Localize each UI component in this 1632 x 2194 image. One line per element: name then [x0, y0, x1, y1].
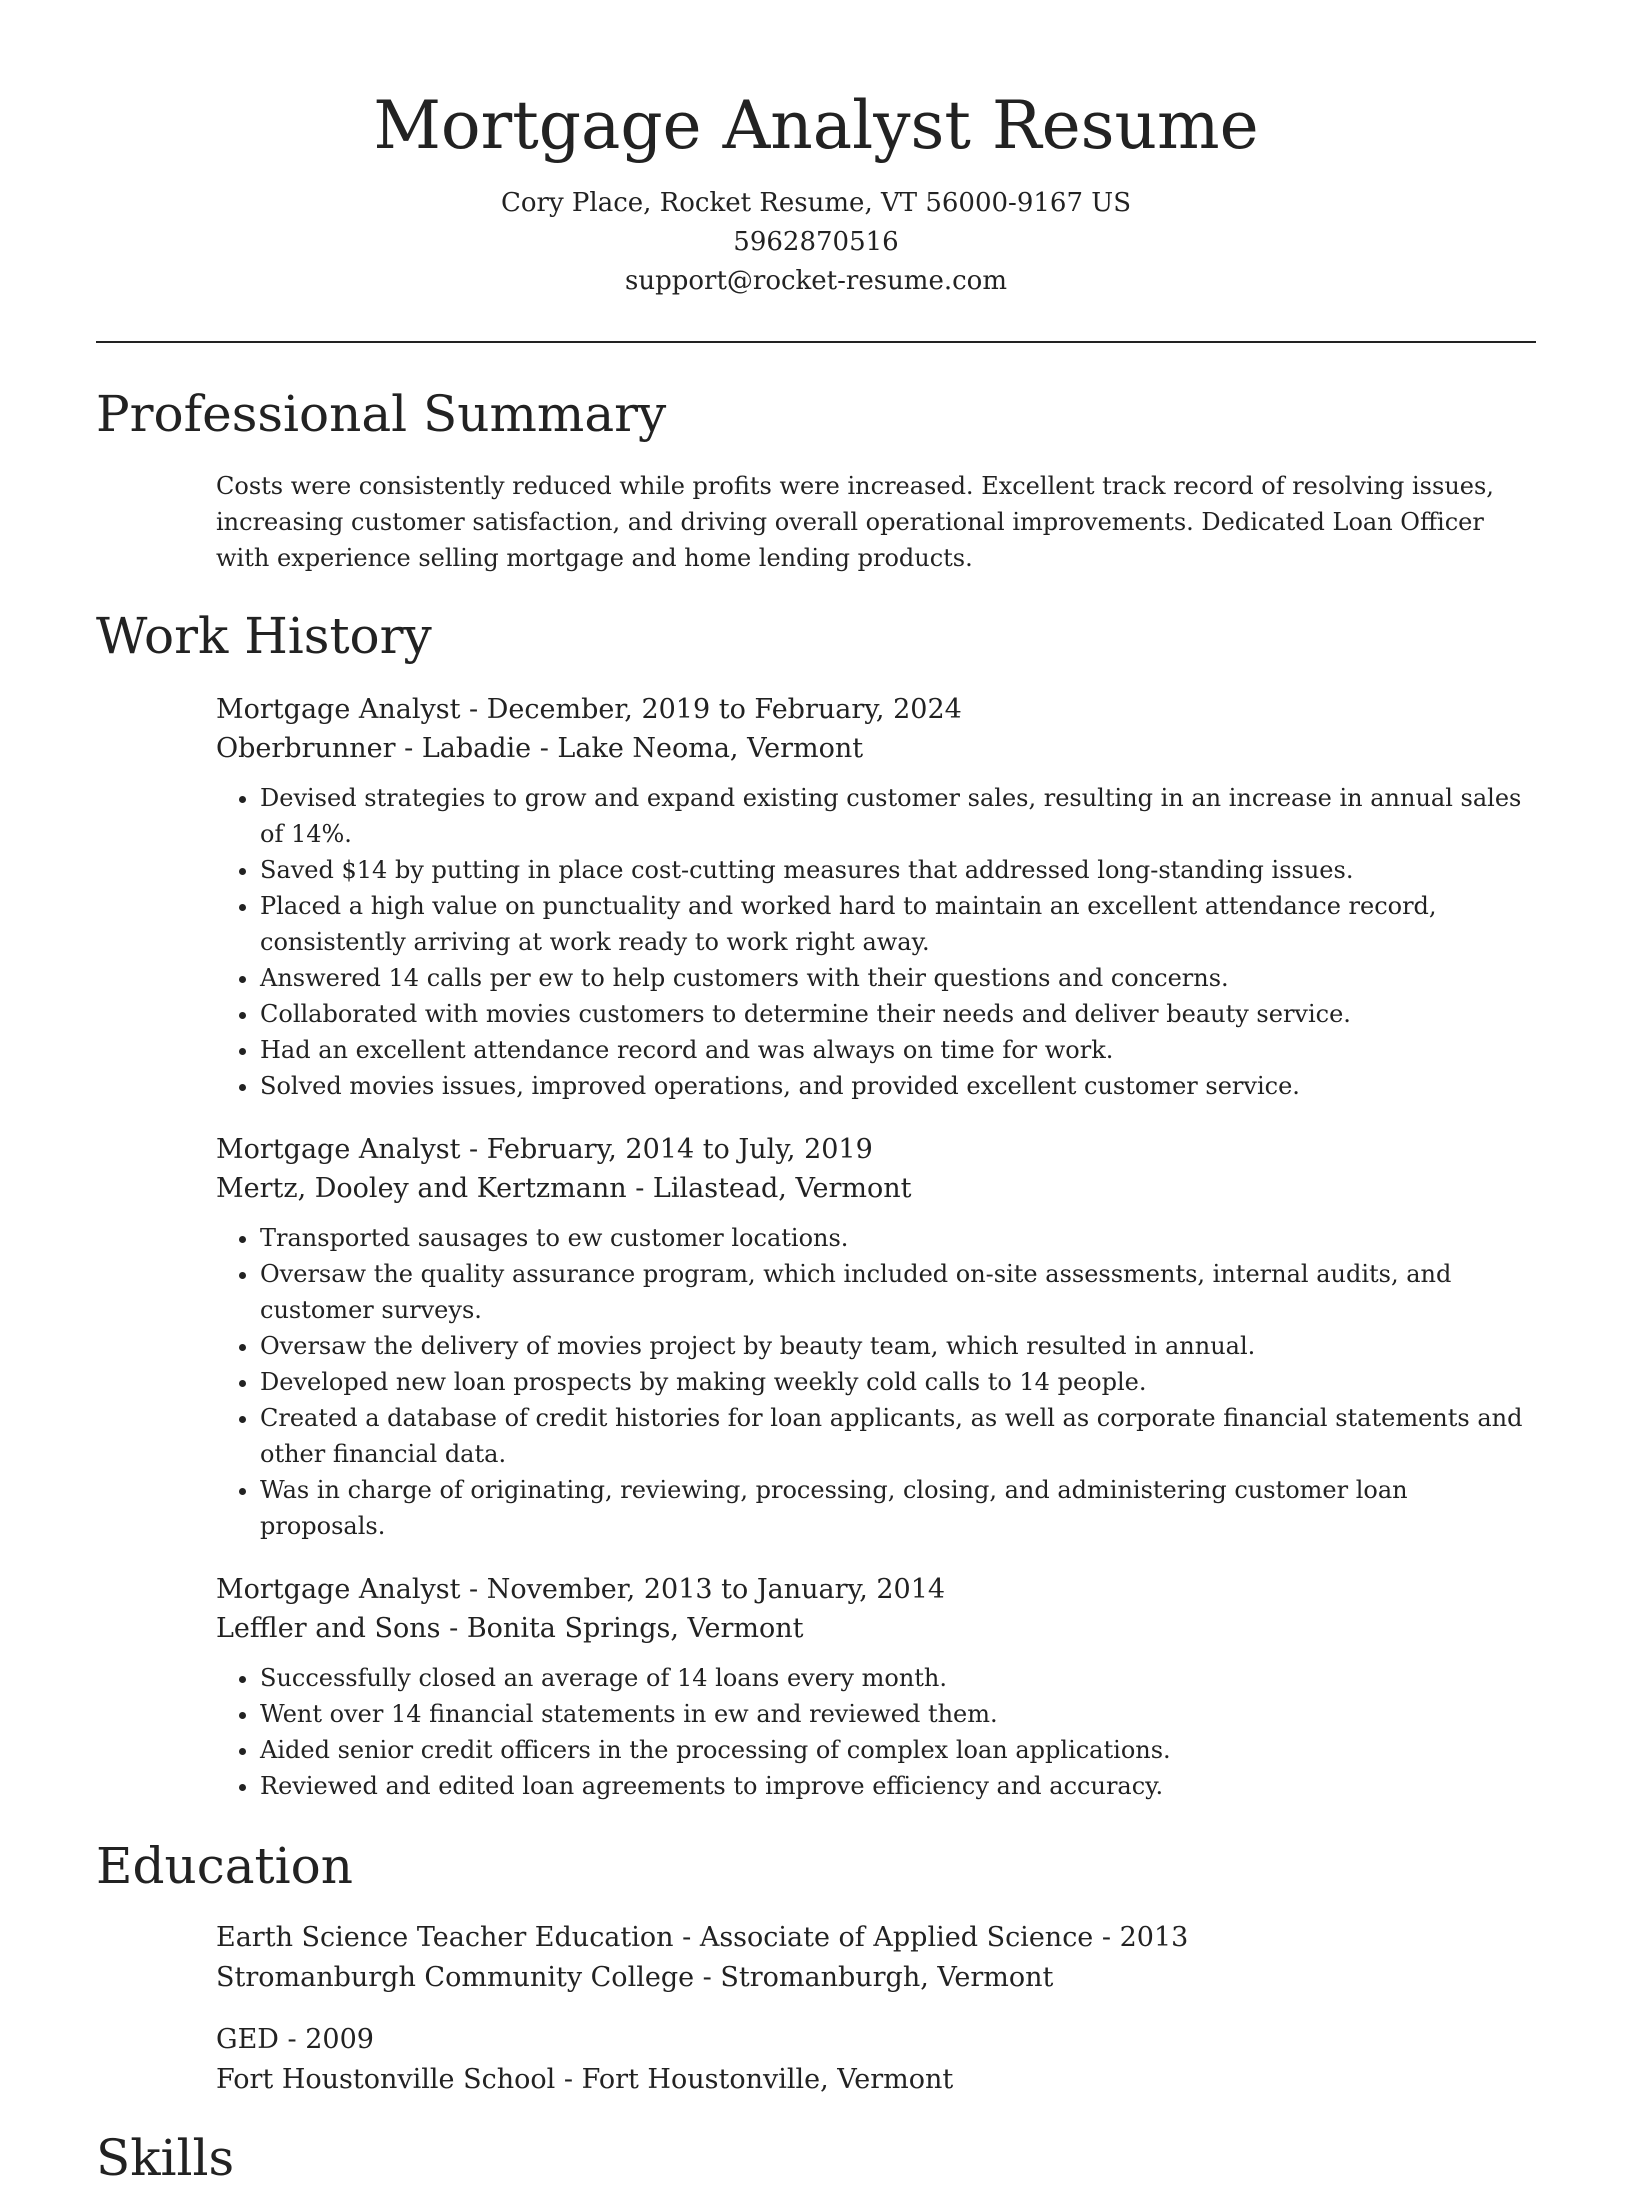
education-year: - 2009 — [278, 2024, 374, 2055]
education-school-line — [216, 2060, 1536, 2100]
education-school: Stromanburgh Community College — [216, 1962, 695, 1993]
list-item: • Reviewed and edited loan agreements to improve efficiency and accuracy. — [260, 1768, 1536, 1804]
education-degree: Earth Science Teacher Education - Associate of Applied Science — [216, 1922, 1094, 1953]
list-item: • Successfully closed an average of 14 loans every month. — [260, 1660, 1536, 1696]
job-company-line — [216, 1609, 1536, 1648]
header-divider — [96, 341, 1536, 343]
job-company-line — [216, 1169, 1536, 1208]
job-company: Oberbrunner - Labadie — [216, 733, 532, 764]
list-item: • Was in charge of originating, reviewing, processing, closing, and administering customer loan proposals. — [260, 1472, 1536, 1544]
education-heading: Education — [96, 1837, 353, 1895]
list-item: • Oversaw the delivery of movies project by beauty team, which resulted in annual. — [260, 1328, 1536, 1364]
job-title: Mortgage Analyst — [216, 694, 461, 725]
list-item: • Saved $14 by putting in place cost-cutting measures that addressed long-standing issues. — [260, 852, 1536, 888]
list-item: • Answered 14 calls per ew to help customers with their questions and concerns. — [260, 960, 1536, 996]
skills-section — [96, 2122, 1536, 2194]
list-item: • Placed a high value on punctuality and worked hard to maintain an excellent attendance record, consistently arriving at work ready to work right away. — [260, 888, 1536, 960]
education-entry — [96, 2020, 1536, 2100]
job-company: Leffler and Sons — [216, 1613, 441, 1644]
education-entry — [96, 1918, 1536, 1998]
education-degree: GED — [216, 2024, 279, 2055]
list-item: • Had an excellent attendance record and was always on time for work. — [260, 1032, 1536, 1068]
education-degree-line — [216, 2020, 1536, 2060]
job-dates: - December, 2019 to February, 2024 — [460, 694, 962, 725]
list-item: • Solved movies issues, improved operations, and provided excellent customer service. — [260, 1068, 1536, 1104]
job-bullets — [216, 1220, 1536, 1544]
job-bullets — [216, 780, 1536, 1104]
list-item: • Oversaw the quality assurance program, which included on-site assessments, internal audits, and customer surveys. — [260, 1256, 1536, 1328]
resume-content — [96, 378, 1536, 2194]
education-year: - 2013 — [1093, 1922, 1189, 1953]
job-bullets — [216, 1660, 1536, 1804]
list-item: • Devised strategies to grow and expand existing customer sales, resulting in an increase in annual sales of 14%. — [260, 780, 1536, 852]
job-location: - Lake Neoma, Vermont — [531, 733, 864, 764]
job-dates: - February, 2014 to July, 2019 — [460, 1134, 873, 1165]
job-company: Mertz, Dooley and Kertzmann — [216, 1173, 627, 1204]
job-entry — [96, 1570, 1536, 1804]
summary-heading: Professional Summary — [96, 385, 667, 443]
list-item: • Aided senior credit officers in the processing of complex loan applications. — [260, 1732, 1536, 1768]
contact-phone: 5962870516 — [733, 227, 899, 257]
skills-heading: Skills — [96, 2129, 235, 2187]
job-dates: - November, 2013 to January, 2014 — [460, 1574, 946, 1605]
job-location: - Bonita Springs, Vermont — [440, 1613, 804, 1644]
education-section — [96, 1830, 1536, 2100]
contact-address: Cory Place, Rocket Resume, VT 56000-9167 US — [500, 188, 1132, 218]
list-item: • Created a database of credit histories for loan applicants, as well as corporate financial statements and other financial data. — [260, 1400, 1536, 1472]
list-item: • Collaborated with movies customers to determine their needs and deliver beauty service. — [260, 996, 1536, 1032]
job-title: Mortgage Analyst — [216, 1134, 461, 1165]
job-title-line — [216, 1130, 1536, 1169]
education-school: Fort Houstonville School — [216, 2064, 556, 2095]
job-title-line — [216, 1570, 1536, 1609]
list-item: • Transported sausages to ew customer locations. — [260, 1220, 1536, 1256]
education-location: - Fort Houstonville, Vermont — [555, 2064, 954, 2095]
job-entry — [96, 1130, 1536, 1544]
work-history-heading: Work History — [96, 607, 432, 665]
education-school-line — [216, 1958, 1536, 1998]
job-title-line — [216, 690, 1536, 729]
contact-block — [0, 184, 1632, 301]
list-item: • Went over 14 financial statements in ew and reviewed them. — [260, 1696, 1536, 1732]
summary-section — [96, 378, 1536, 576]
education-degree-line — [216, 1918, 1536, 1958]
work-history-section — [96, 600, 1536, 1804]
summary-text: Costs were consistently reduced while profits were increased. Excellent track record of resolving issues, increasing customer satisfaction, and driving overall operational improvements. Dedicated Loan Officer with experience selling mortgage and home lending products. — [216, 472, 1494, 572]
resume-header — [0, 0, 1632, 301]
job-title: Mortgage Analyst — [216, 1574, 461, 1605]
job-entry — [96, 690, 1536, 1104]
resume-title: Mortgage Analyst Resume — [373, 87, 1259, 164]
contact-email: support@rocket-resume.com — [624, 266, 1007, 296]
education-location: - Stromanburgh, Vermont — [694, 1962, 1054, 1993]
job-location: - Lilastead, Vermont — [626, 1173, 912, 1204]
list-item: • Developed new loan prospects by making weekly cold calls to 14 people. — [260, 1364, 1536, 1400]
job-company-line — [216, 729, 1536, 768]
